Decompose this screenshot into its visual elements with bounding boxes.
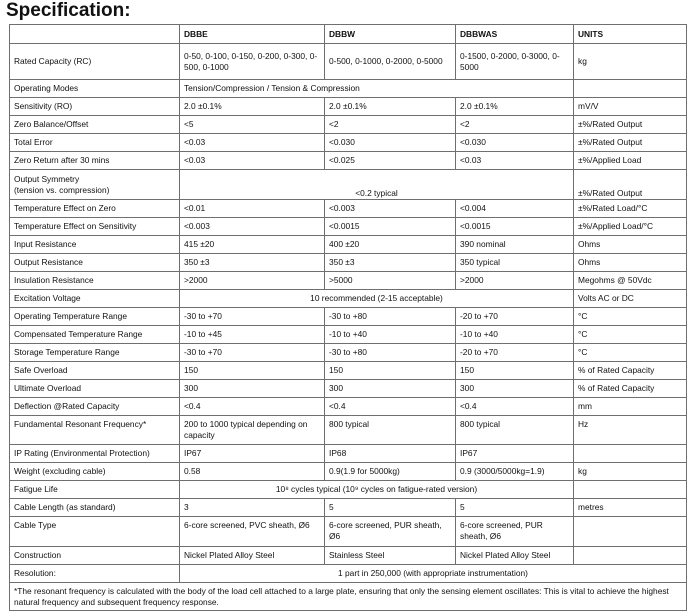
cell-dbbw: <0.030 <box>325 134 456 152</box>
cell-dbbe: 2.0 ±0.1% <box>180 98 325 116</box>
header-units: UNITS <box>574 25 687 44</box>
cell-dbbe: 0-50, 0-100, 0-150, 0-200, 0-300, 0-500, 0-1000 <box>180 44 325 80</box>
cell-dbbwas: 5 <box>456 499 574 517</box>
cell-dbbwas: 6-core screened, PUR sheath, Ø6 <box>456 517 574 547</box>
row-label: Zero Return after 30 mins <box>10 152 180 170</box>
cell-dbbe: <0.03 <box>180 134 325 152</box>
cell-dbbe: 3 <box>180 499 325 517</box>
row-label: Rated Capacity (RC) <box>10 44 180 80</box>
footnote: *The resonant frequency is calculated with the body of the load cell attached to a large plate, ensuring that only the sensing element oscillates: This is vital to achieve the highest natural frequency and subsequent frequency response. <box>10 583 687 611</box>
row-label: Resolution: <box>10 565 180 583</box>
cell-units: metres <box>574 499 687 517</box>
cell-dbbw: 0.9(1.9 for 5000kg) <box>325 463 456 481</box>
cell-dbbwas: 300 <box>456 380 574 398</box>
table-row <box>10 98 687 116</box>
cell-dbbe: <5 <box>180 116 325 134</box>
row-label: Cable Length (as standard) <box>10 499 180 517</box>
table-row <box>10 398 687 416</box>
header-dbbe: DBBE <box>180 25 325 44</box>
row-label: Operating Temperature Range <box>10 308 180 326</box>
cell-dbbwas: <0.030 <box>456 134 574 152</box>
table-row <box>10 218 687 236</box>
table-row <box>10 416 687 445</box>
cell-units: mm <box>574 398 687 416</box>
table-row <box>10 481 687 499</box>
row-label: Cable Type <box>10 517 180 547</box>
table-row <box>10 308 687 326</box>
row-label <box>10 170 180 200</box>
table-row <box>10 236 687 254</box>
table-row <box>10 44 687 80</box>
cell-dbbe: <0.4 <box>180 398 325 416</box>
specification-table <box>9 24 687 611</box>
cell-units: kg <box>574 463 687 481</box>
row-label: Output Resistance <box>10 254 180 272</box>
table-row <box>10 380 687 398</box>
cell-dbbw: >5000 <box>325 272 456 290</box>
header-blank <box>10 25 180 44</box>
cell-dbbw: -10 to +40 <box>325 326 456 344</box>
row-label: Temperature Effect on Zero <box>10 200 180 218</box>
cell-units: ±%/Rated Output <box>574 116 687 134</box>
cell-dbbwas: <0.03 <box>456 152 574 170</box>
cell-dbbe: 150 <box>180 362 325 380</box>
cell-units: Megohms @ 50Vdc <box>574 272 687 290</box>
cell-dbbw: -30 to +80 <box>325 344 456 362</box>
row-label: Fundamental Resonant Frequency* <box>10 416 180 445</box>
cell-dbbe: -10 to +45 <box>180 326 325 344</box>
row-label: Storage Temperature Range <box>10 344 180 362</box>
cell-dbbw: 400 ±20 <box>325 236 456 254</box>
cell-units <box>574 481 687 499</box>
table-row <box>10 499 687 517</box>
row-label: Safe Overload <box>10 362 180 380</box>
cell-dbbwas: <0.004 <box>456 200 574 218</box>
table-row <box>10 272 687 290</box>
cell-units: Hz <box>574 416 687 445</box>
cell-dbbe: <0.03 <box>180 152 325 170</box>
row-label: Weight (excluding cable) <box>10 463 180 481</box>
cell-dbbwas: 350 typical <box>456 254 574 272</box>
cell-dbbwas: 800 typical <box>456 416 574 445</box>
cell-units: % of Rated Capacity <box>574 362 687 380</box>
cell-dbbw: 2.0 ±0.1% <box>325 98 456 116</box>
cell-dbbw: <0.025 <box>325 152 456 170</box>
cell-units: °C <box>574 308 687 326</box>
cell-dbbw: 0-500, 0-1000, 0-2000, 0-5000 <box>325 44 456 80</box>
cell-dbbe: 415 ±20 <box>180 236 325 254</box>
cell-dbbw: -30 to +80 <box>325 308 456 326</box>
row-label: Compensated Temperature Range <box>10 326 180 344</box>
table-row <box>10 362 687 380</box>
cell-dbbw: IP68 <box>325 445 456 463</box>
cell-units: Volts AC or DC <box>574 290 687 308</box>
cell-merged: 10⁸ cycles typical (10⁹ cycles on fatigue-rated version) <box>180 481 574 499</box>
row-label: Total Error <box>10 134 180 152</box>
cell-dbbe: 6-core screened, PVC sheath, Ø6 <box>180 517 325 547</box>
cell-dbbwas: <2 <box>456 116 574 134</box>
cell-dbbw: 800 typical <box>325 416 456 445</box>
cell-units <box>574 80 687 98</box>
row-label: Zero Balance/Offset <box>10 116 180 134</box>
table-row <box>10 134 687 152</box>
cell-dbbe: 0.58 <box>180 463 325 481</box>
row-label: Operating Modes <box>10 80 180 98</box>
cell-dbbwas: -20 to +70 <box>456 308 574 326</box>
table-row <box>10 152 687 170</box>
table-row <box>10 326 687 344</box>
cell-dbbe: -30 to +70 <box>180 344 325 362</box>
cell-dbbe: Nickel Plated Alloy Steel <box>180 547 325 565</box>
cell-units: kg <box>574 44 687 80</box>
header-dbbwas: DBBWAS <box>456 25 574 44</box>
cell-merged: 1 part in 250,000 (with appropriate instrumentation) <box>180 565 687 583</box>
cell-dbbe: IP67 <box>180 445 325 463</box>
header-dbbw: DBBW <box>325 25 456 44</box>
cell-dbbe: -30 to +70 <box>180 308 325 326</box>
row-label: Input Resistance <box>10 236 180 254</box>
cell-dbbwas: 0-1500, 0-2000, 0-3000, 0-5000 <box>456 44 574 80</box>
cell-dbbw: <0.4 <box>325 398 456 416</box>
cell-dbbw: <0.003 <box>325 200 456 218</box>
cell-units: ±%/Rated Load/°C <box>574 200 687 218</box>
cell-dbbe: >2000 <box>180 272 325 290</box>
cell-dbbwas: IP67 <box>456 445 574 463</box>
table-row <box>10 170 687 200</box>
cell-dbbw: Stainless Steel <box>325 547 456 565</box>
table-row <box>10 200 687 218</box>
footnote-row <box>10 583 687 611</box>
row-label-line2: (tension vs. compression) <box>14 184 110 195</box>
table-row <box>10 565 687 583</box>
table-header-row <box>10 25 687 44</box>
cell-units: ±%/Applied Load <box>574 152 687 170</box>
cell-merged: Tension/Compression / Tension & Compression <box>180 80 574 98</box>
cell-dbbwas: 0.9 (3000/5000kg=1.9) <box>456 463 574 481</box>
cell-dbbe: <0.01 <box>180 200 325 218</box>
row-label: Temperature Effect on Sensitivity <box>10 218 180 236</box>
cell-dbbwas: -20 to +70 <box>456 344 574 362</box>
cell-dbbe: <0.003 <box>180 218 325 236</box>
cell-units <box>574 517 687 547</box>
cell-dbbwas: -10 to +40 <box>456 326 574 344</box>
cell-dbbe: 350 ±3 <box>180 254 325 272</box>
row-label: Insulation Resistance <box>10 272 180 290</box>
cell-dbbe: 200 to 1000 typical depending on capacity <box>180 416 325 445</box>
cell-dbbw: <0.0015 <box>325 218 456 236</box>
row-label: Excitation Voltage <box>10 290 180 308</box>
cell-merged: <0.2 typical <box>180 170 574 200</box>
row-label: Construction <box>10 547 180 565</box>
cell-dbbwas: >2000 <box>456 272 574 290</box>
table-row <box>10 344 687 362</box>
cell-dbbw: 150 <box>325 362 456 380</box>
cell-units: °C <box>574 344 687 362</box>
cell-dbbwas: 390 nominal <box>456 236 574 254</box>
cell-units: ±%/Rated Output <box>574 134 687 152</box>
cell-dbbwas: 150 <box>456 362 574 380</box>
table-row <box>10 80 687 98</box>
cell-dbbe: 300 <box>180 380 325 398</box>
cell-dbbw: 300 <box>325 380 456 398</box>
table-row <box>10 517 687 547</box>
table-row <box>10 445 687 463</box>
cell-dbbwas: <0.0015 <box>456 218 574 236</box>
row-label: IP Rating (Environmental Protection) <box>10 445 180 463</box>
cell-dbbwas: Nickel Plated Alloy Steel <box>456 547 574 565</box>
row-label: Fatigue Life <box>10 481 180 499</box>
cell-dbbw: <2 <box>325 116 456 134</box>
cell-units: ±%/Applied Load/°C <box>574 218 687 236</box>
row-label-line1: Output Symmetry <box>14 174 80 184</box>
page-title: Specification: <box>6 0 131 21</box>
row-label: Deflection @Rated Capacity <box>10 398 180 416</box>
table-row <box>10 290 687 308</box>
cell-dbbw: 5 <box>325 499 456 517</box>
cell-units: Ohms <box>574 236 687 254</box>
cell-units: % of Rated Capacity <box>574 380 687 398</box>
cell-units: mV/V <box>574 98 687 116</box>
cell-dbbwas: 2.0 ±0.1% <box>456 98 574 116</box>
cell-dbbw: 350 ±3 <box>325 254 456 272</box>
cell-dbbw: 6-core screened, PUR sheath, Ø6 <box>325 517 456 547</box>
table-row <box>10 116 687 134</box>
cell-units: ±%/Rated Output <box>574 170 687 200</box>
cell-units: °C <box>574 326 687 344</box>
cell-units <box>574 547 687 565</box>
cell-units <box>574 445 687 463</box>
cell-merged: 10 recommended (2-15 acceptable) <box>180 290 574 308</box>
cell-dbbwas: <0.4 <box>456 398 574 416</box>
table-row <box>10 254 687 272</box>
table-row <box>10 547 687 565</box>
cell-units: Ohms <box>574 254 687 272</box>
row-label: Ultimate Overload <box>10 380 180 398</box>
row-label: Sensitivity (RO) <box>10 98 180 116</box>
table-row <box>10 463 687 481</box>
